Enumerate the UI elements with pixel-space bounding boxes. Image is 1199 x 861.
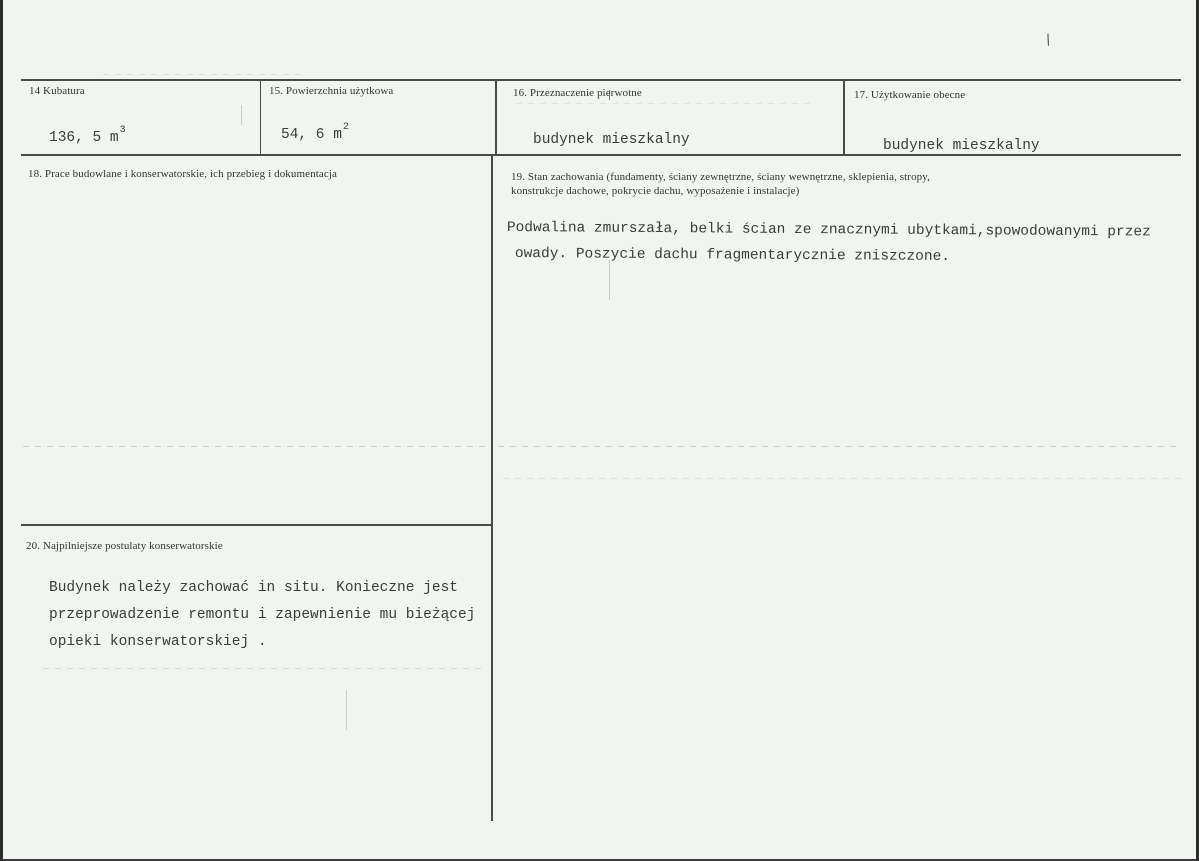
- field-16-label: 16. Przeznaczenie pierwotne: [513, 87, 642, 99]
- field-14-superscript: 3: [119, 125, 126, 136]
- faint-tick: [609, 260, 610, 300]
- field-14-value: [49, 125, 126, 148]
- field-17-value: budynek mieszkalny: [883, 138, 1040, 154]
- field-15-value-text: 54, 6 m: [281, 127, 342, 143]
- main-vertical-divider: [491, 155, 493, 821]
- field-20-text-line3: opieki konserwatorskiej .: [49, 634, 267, 650]
- field-19-text-line2: owady. Poszycie dachu fragmentarycznie zniszczone.: [514, 245, 951, 266]
- field-16-value: budynek mieszkalny: [533, 132, 690, 148]
- field-19-label-line1: 19. Stan zachowania (fundamenty, ściany zewnętrzne, ściany wewnętrzne, sklepienia, stropy,: [511, 171, 931, 183]
- faint-line: [43, 668, 483, 669]
- row-18-20-rule: [21, 524, 492, 526]
- divider-16-17: [843, 80, 845, 155]
- faint-line: [498, 446, 1178, 447]
- divider-14-15: [260, 80, 261, 155]
- field-19-label-line2: konstrukcje dachowe, pokrycie dachu, wyposażenie i instalacje): [511, 185, 800, 197]
- faint-line: [23, 446, 488, 447]
- field-14-label: 14 Kubatura: [29, 85, 85, 97]
- field-19-text-line1: Podwalina zmurszała, belki ścian ze znacznymi ubytkami,spowodowanymi przez: [506, 219, 1151, 241]
- faint-line: [103, 74, 303, 75]
- field-15-label: 15. Powierzchnia użytkowa: [269, 85, 394, 97]
- field-15-value: [281, 122, 349, 145]
- field-20-text-line1: Budynek należy zachować in situ. Konieczne jest: [49, 580, 458, 596]
- field-15-superscript: 2: [342, 122, 349, 133]
- field-20-text-line2: przeprowadzenie remontu i zapewnienie mu bieżącej: [49, 607, 476, 623]
- divider-15-16: [495, 80, 497, 155]
- faint-line: [516, 103, 816, 104]
- faint-tick: [241, 105, 242, 125]
- field-18-label: 18. Prace budowlane i konserwatorskie, ich przebieg i dokumentacja: [28, 168, 337, 180]
- field-17-label: 17. Użytkowanie obecne: [854, 89, 966, 101]
- faint-line: [503, 478, 1183, 479]
- top-rule: [21, 79, 1181, 81]
- pen-mark: /: [1043, 31, 1054, 49]
- field-20-label: 20. Najpilniejsze postulaty konserwatorskie: [26, 540, 223, 552]
- faint-tick: [346, 690, 347, 730]
- field-14-value-text: 136, 5 m: [49, 130, 119, 146]
